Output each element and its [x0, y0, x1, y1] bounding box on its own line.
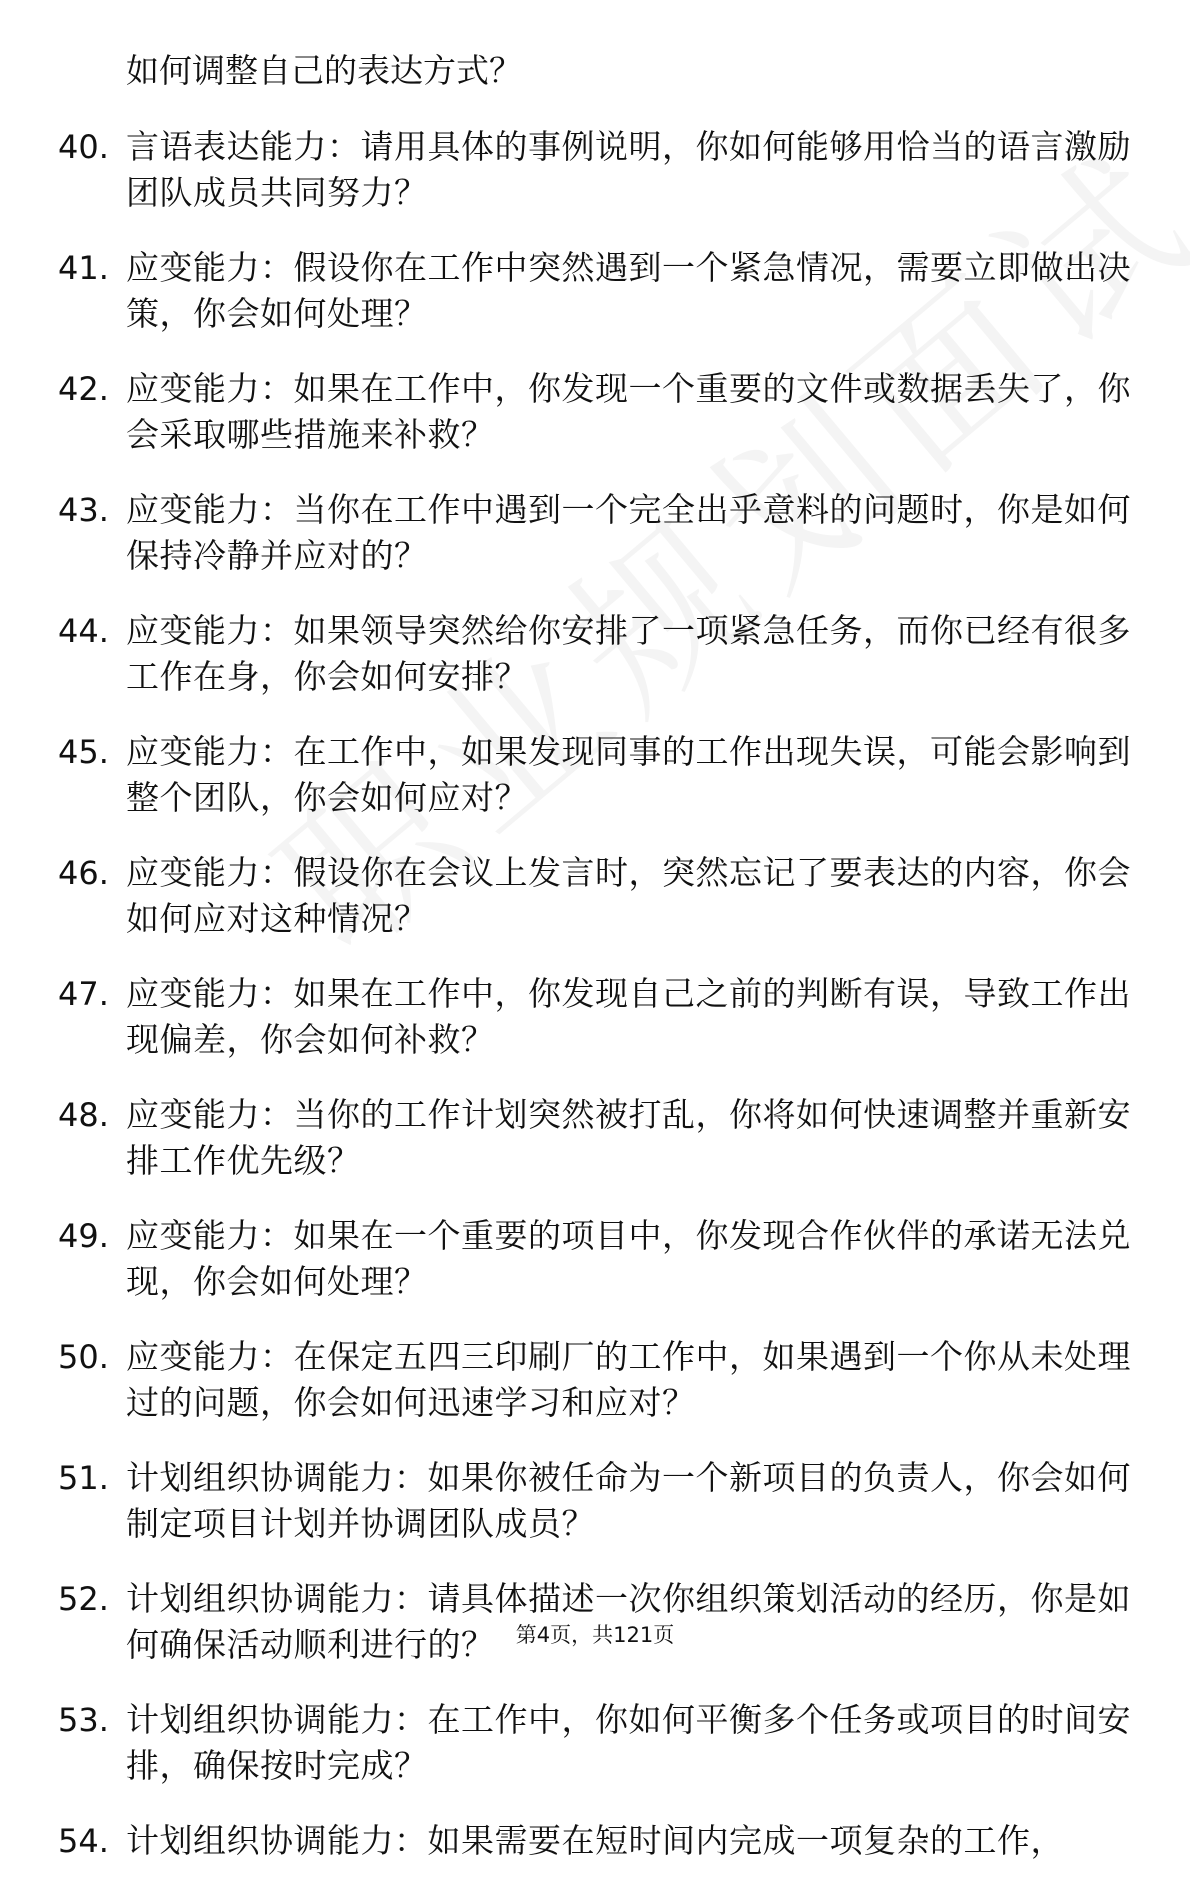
item-number: 44.: [58, 612, 109, 650]
item-number: 50.: [58, 1338, 109, 1376]
item-text: 应变能力：如果在工作中，你发现一个重要的文件或数据丢失了，你会采取哪些措施来补救？: [126, 369, 1131, 454]
item-number: 52.: [58, 1580, 109, 1618]
item-number: 43.: [58, 491, 109, 529]
item-text: 计划组织协调能力：如果需要在短时间内完成一项复杂的工作，: [126, 1821, 1064, 1860]
item-text: 应变能力：在保定五四三印刷厂的工作中，如果遇到一个你从未处理过的问题，你会如何迅速学习和应对？: [126, 1337, 1131, 1422]
item-number: 45.: [58, 733, 109, 771]
item-number: 48.: [58, 1096, 109, 1134]
list-item: [58, 366, 1138, 458]
item-number: 41.: [58, 249, 109, 287]
item-text: 计划组织协调能力：在工作中，你如何平衡多个任务或项目的时间安排，确保按时完成？: [126, 1700, 1131, 1785]
list-item: [58, 729, 1138, 821]
item-text: 言语表达能力：请用具体的事例说明，你如何能够用恰当的语言激励团队成员共同努力？: [126, 127, 1131, 212]
question-list: [58, 48, 1138, 1893]
item-number: 46.: [58, 854, 109, 892]
item-number: 53.: [58, 1701, 109, 1739]
list-item: [58, 245, 1138, 337]
list-item: [58, 487, 1138, 579]
list-item: [58, 1818, 1138, 1864]
list-item: [58, 1213, 1138, 1305]
continuation-text: 如何调整自己的表达方式？: [126, 51, 522, 90]
item-text: 应变能力：假设你在会议上发言时，突然忘记了要表达的内容，你会如何应对这种情况？: [126, 853, 1131, 938]
list-item: [58, 1455, 1138, 1547]
item-text: 应变能力：如果在一个重要的项目中，你发现合作伙伴的承诺无法兑现，你会如何处理？: [126, 1216, 1131, 1301]
page-footer: 第4页，共121页: [515, 1623, 675, 1647]
list-item: [58, 1334, 1138, 1426]
list-item: [58, 608, 1138, 700]
item-number: 42.: [58, 370, 109, 408]
list-item: [58, 850, 1138, 942]
item-text: 应变能力：当你的工作计划突然被打乱，你将如何快速调整并重新安排工作优先级？: [126, 1095, 1131, 1180]
item-number: 47.: [58, 975, 109, 1013]
list-item: [58, 971, 1138, 1063]
list-item: [58, 1092, 1138, 1184]
item-number: 49.: [58, 1217, 109, 1255]
list-item: [58, 1697, 1138, 1789]
item-text: 应变能力：假设你在工作中突然遇到一个紧急情况，需要立即做出决策，你会如何处理？: [126, 248, 1131, 333]
item-text: 应变能力：如果在工作中，你发现自己之前的判断有误，导致工作出现偏差，你会如何补救？: [126, 974, 1131, 1059]
item-number: 51.: [58, 1459, 109, 1497]
item-text: 应变能力：在工作中，如果发现同事的工作出现失误，可能会影响到整个团队，你会如何应对？: [126, 732, 1131, 817]
item-text: 应变能力：如果领导突然给你安排了一项紧急任务，而你已经有很多工作在身，你会如何安排？: [126, 611, 1131, 696]
item-number: 40.: [58, 128, 109, 166]
item-text: 计划组织协调能力：请具体描述一次你组织策划活动的经历，你是如何确保活动顺利进行的？: [126, 1579, 1131, 1664]
item-number: 54.: [58, 1822, 109, 1860]
item-text: 应变能力：当你在工作中遇到一个完全出乎意料的问题时，你是如何保持冷静并应对的？: [126, 490, 1131, 575]
item-text: 计划组织协调能力：如果你被任命为一个新项目的负责人，你会如何制定项目计划并协调团队成员？: [126, 1458, 1131, 1543]
list-item: [58, 124, 1138, 216]
